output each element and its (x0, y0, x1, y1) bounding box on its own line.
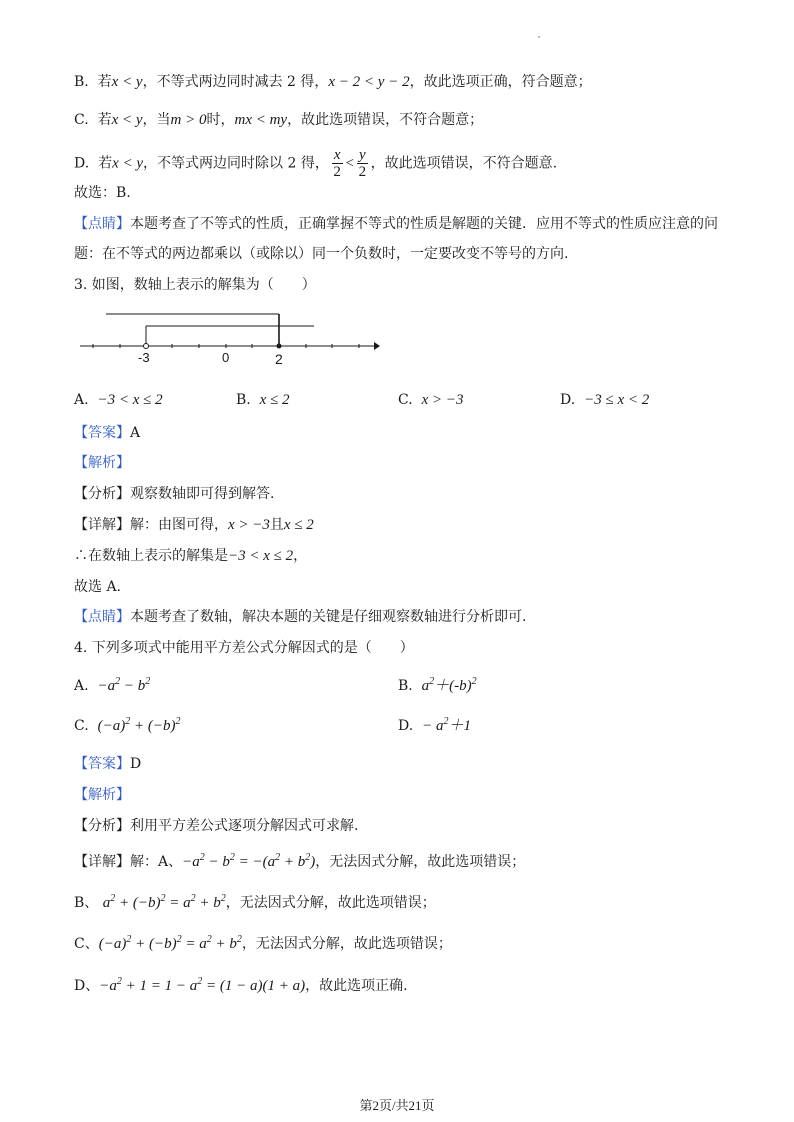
q4-option-b[interactable]: B. $a^2+(-b)^2$ (398, 676, 477, 694)
q4-detail-c: C、$(-a)^2 + (-b)^2 = a^2 + b^2$，无法因式分解，故此选项错误； (74, 934, 452, 952)
q4-option-d[interactable]: D. − $a^2+1$ (398, 716, 471, 734)
q3-option-d[interactable]: D. −3 ≤ x < 2 (560, 392, 650, 408)
q4-detail-b: B、 $a^2 + (-b)^2 = a^2 + b^2$，无法因式分解，故此选项错误； (74, 893, 436, 911)
q3-fenxi: 【分析】观察数轴即可得到解答. (74, 486, 275, 502)
q4-answer: 【答案】D (74, 756, 142, 772)
q3-choose: 故选 A. (74, 579, 122, 595)
scan-speck (538, 36, 540, 38)
q3-detail: 【详解】解：由图可得，x > −3且x ≤ 2 (74, 517, 314, 533)
q4-fenxi: 【分析】利用平方差公式逐项分解因式可求解. (74, 818, 359, 834)
open-point-neg3 (144, 344, 149, 349)
q3-analysis-tag: 【解析】 (74, 455, 130, 471)
label-neg3: -3 (138, 350, 150, 365)
page-footer: 第2页/共21页 (359, 1098, 435, 1113)
q4-detail-a: 【详解】解：A、$-a^2 - b^2 = -(a^2 + b^2)$，无法因式分解，故此选项错误； (74, 852, 526, 870)
q3-answer: 【答案】A (74, 425, 141, 441)
q3-stem: 3. 如图，数轴上表示的解集为（ ） (74, 277, 316, 293)
number-line-figure (74, 306, 384, 368)
q4-option-c[interactable]: C. $(-a)^2 + (-b)^2$ (74, 716, 181, 734)
label-0: 0 (222, 350, 230, 365)
q3-therefore: ∴在数轴上表示的解集是−3 < x ≤ 2， (74, 548, 308, 564)
q4-detail-d: D、$-a^2 + 1 = 1 - a^2 = (1 - a)(1 + a)$，故此选项正确. (74, 976, 408, 994)
q4-analysis-tag: 【解析】 (74, 787, 130, 803)
axis-arrow (374, 342, 380, 350)
q2-choose: 故选：B. (74, 185, 131, 201)
q3-option-c[interactable]: C. x > −3 (398, 392, 464, 408)
q4-option-a[interactable]: A. $-a^2 - b^2$ (74, 676, 151, 694)
q2-option-b: B. 若x < y，不等式两边同时减去 2 得，x − 2 < y − 2，故此选项正确，符合题意； (74, 74, 592, 90)
q4-stem: 4. 下列多项式中能用平方差公式分解因式的是（ ） (74, 640, 414, 656)
q3-option-b[interactable]: B. x ≤ 2 (236, 392, 290, 408)
q3-comment: 【点睛】本题考查了数轴，解决本题的关键是仔细观察数轴进行分析即可. (74, 609, 527, 625)
closed-point-2 (277, 344, 282, 349)
q2-comment-2: 题：在不等式的两边都乘以（或除以）同一个负数时，一定要改变不等号的方向. (74, 246, 569, 262)
q2-comment-1: 【点睛】本题考查了不等式的性质，正确掌握不等式的性质是解题的关键．应用不等式的性质应注意的问 (74, 216, 718, 232)
fraction-y-over-2: $\frac{y}{2}$ (358, 147, 367, 180)
q3-option-a[interactable]: A. −3 < x ≤ 2 (74, 392, 163, 408)
q2-option-d: D. 若x < y，不等式两边同时除以 2 得， $\frac{x}{2}$ < $\frac{y}{2}$ ，故此选项错误，不符合题意. (74, 147, 558, 180)
q2-option-c: C. 若x < y，当m > 0时，mx < my，故此选项错误，不符合题意； (74, 112, 484, 128)
label-2: 2 (275, 351, 283, 367)
fraction-x-over-2: $\frac{x}{2}$ (333, 147, 341, 180)
